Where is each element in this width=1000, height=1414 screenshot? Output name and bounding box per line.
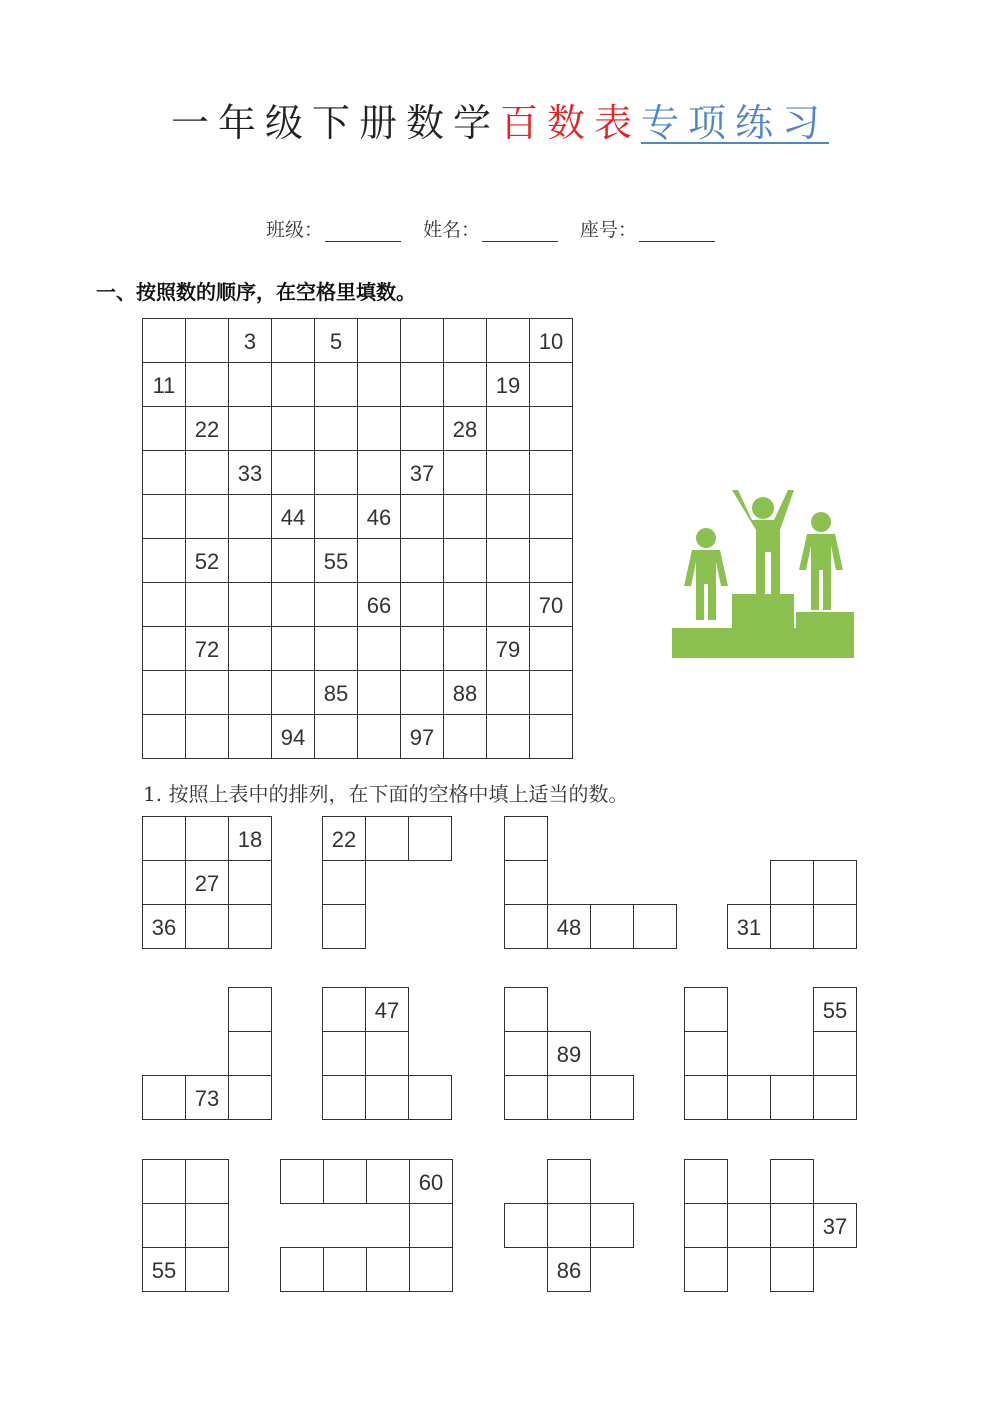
blank-cell[interactable] — [486, 494, 530, 539]
blank-cell[interactable] — [228, 1031, 272, 1076]
blank-cell[interactable] — [770, 1159, 814, 1204]
blank-cell[interactable] — [408, 816, 452, 861]
subquestion1-text: 1. 按照上表中的排列，在下面的空格中填上适当的数。 — [143, 782, 629, 806]
blank-cell[interactable] — [185, 1159, 229, 1204]
blank-cell[interactable] — [314, 714, 358, 759]
given-number-cell: 85 — [314, 670, 358, 715]
blank-cell[interactable] — [271, 670, 315, 715]
blank-cell[interactable] — [142, 860, 186, 905]
blank-cell[interactable] — [142, 538, 186, 583]
class-blank[interactable] — [325, 221, 401, 242]
blank-cell[interactable] — [684, 987, 728, 1032]
blank-cell[interactable] — [185, 582, 229, 627]
blank-cell[interactable] — [684, 1247, 728, 1292]
blank-cell[interactable] — [504, 816, 548, 861]
blank-cell[interactable] — [590, 1203, 634, 1248]
given-number-cell: 86 — [547, 1247, 591, 1292]
blank-cell[interactable] — [727, 1075, 771, 1120]
blank-cell[interactable] — [529, 362, 573, 407]
blank-cell[interactable] — [357, 450, 401, 495]
blank-cell[interactable] — [486, 670, 530, 715]
given-number-cell: 44 — [271, 494, 315, 539]
blank-cell[interactable] — [770, 1203, 814, 1248]
title-highlight: 百数表 — [499, 101, 641, 145]
blank-cell[interactable] — [590, 904, 634, 949]
blank-cell[interactable] — [400, 538, 444, 583]
blank-cell[interactable] — [529, 406, 573, 451]
blank-cell[interactable] — [443, 582, 487, 627]
given-number-cell: 36 — [142, 904, 186, 949]
blank-cell[interactable] — [504, 904, 548, 949]
blank-cell[interactable] — [271, 582, 315, 627]
blank-cell[interactable] — [142, 816, 186, 861]
given-number-cell: 11 — [142, 362, 186, 407]
blank-cell[interactable] — [185, 450, 229, 495]
blank-cell[interactable] — [322, 860, 366, 905]
blank-cell[interactable] — [365, 1031, 409, 1076]
blank-cell[interactable] — [280, 1247, 324, 1292]
given-number-cell: 55 — [314, 538, 358, 583]
blank-cell[interactable] — [228, 494, 272, 539]
blank-cell[interactable] — [684, 1203, 728, 1248]
given-number-cell: 60 — [409, 1159, 453, 1204]
blank-cell[interactable] — [322, 987, 366, 1032]
blank-cell[interactable] — [400, 626, 444, 671]
blank-cell[interactable] — [400, 318, 444, 363]
blank-cell[interactable] — [357, 714, 401, 759]
blank-cell[interactable] — [357, 362, 401, 407]
given-number-cell: 37 — [400, 450, 444, 495]
blank-cell[interactable] — [529, 670, 573, 715]
blank-cell[interactable] — [185, 1203, 229, 1248]
given-number-cell: 31 — [727, 904, 771, 949]
blank-cell[interactable] — [142, 670, 186, 715]
blank-cell[interactable] — [443, 318, 487, 363]
blank-cell[interactable] — [271, 626, 315, 671]
blank-cell[interactable] — [504, 987, 548, 1032]
blank-cell[interactable] — [323, 1159, 367, 1204]
given-number-cell: 72 — [185, 626, 229, 671]
blank-cell[interactable] — [400, 670, 444, 715]
blank-cell[interactable] — [529, 538, 573, 583]
blank-cell[interactable] — [271, 362, 315, 407]
blank-cell[interactable] — [727, 1203, 771, 1248]
blank-cell[interactable] — [323, 1247, 367, 1292]
blank-cell[interactable] — [142, 1075, 186, 1120]
name-field[interactable] — [423, 215, 558, 242]
blank-cell[interactable] — [314, 450, 358, 495]
given-number-cell: 66 — [357, 582, 401, 627]
given-number-cell: 22 — [185, 406, 229, 451]
blank-cell[interactable] — [280, 1159, 324, 1204]
blank-cell[interactable] — [185, 904, 229, 949]
blank-cell[interactable] — [504, 1031, 548, 1076]
blank-cell[interactable] — [400, 406, 444, 451]
given-number-cell: 22 — [322, 816, 366, 861]
blank-cell[interactable] — [322, 1031, 366, 1076]
blank-cell[interactable] — [185, 362, 229, 407]
blank-cell[interactable] — [228, 362, 272, 407]
given-number-cell: 27 — [185, 860, 229, 905]
given-number-cell: 55 — [142, 1247, 186, 1292]
blank-cell[interactable] — [185, 816, 229, 861]
blank-cell[interactable] — [271, 450, 315, 495]
student-info — [266, 212, 737, 242]
blank-cell[interactable] — [813, 1031, 857, 1076]
blank-cell[interactable] — [408, 1075, 452, 1120]
blank-cell[interactable] — [228, 670, 272, 715]
blank-cell[interactable] — [185, 494, 229, 539]
blank-cell[interactable] — [443, 714, 487, 759]
blank-cell[interactable] — [529, 494, 573, 539]
blank-cell[interactable] — [228, 1075, 272, 1120]
blank-cell[interactable] — [547, 1075, 591, 1120]
given-number-cell: 94 — [271, 714, 315, 759]
blank-cell[interactable] — [486, 582, 530, 627]
blank-cell[interactable] — [142, 626, 186, 671]
blank-cell[interactable] — [486, 714, 530, 759]
blank-cell[interactable] — [357, 626, 401, 671]
given-number-cell: 46 — [357, 494, 401, 539]
given-number-cell: 88 — [443, 670, 487, 715]
blank-cell[interactable] — [770, 1247, 814, 1292]
blank-cell[interactable] — [529, 626, 573, 671]
blank-cell[interactable] — [142, 406, 186, 451]
blank-cell[interactable] — [365, 1075, 409, 1120]
given-number-cell: 10 — [529, 318, 573, 363]
podium-winners-icon — [672, 486, 854, 658]
blank-cell[interactable] — [409, 1247, 453, 1292]
blank-cell[interactable] — [185, 318, 229, 363]
blank-cell[interactable] — [547, 1159, 591, 1204]
blank-cell[interactable] — [314, 582, 358, 627]
name-label: 姓名： — [423, 219, 481, 241]
blank-cell[interactable] — [228, 406, 272, 451]
blank-cell[interactable] — [529, 450, 573, 495]
blank-cell[interactable] — [322, 1075, 366, 1120]
blank-cell[interactable] — [142, 1159, 186, 1204]
given-number-cell: 97 — [400, 714, 444, 759]
blank-cell[interactable] — [486, 450, 530, 495]
blank-cell[interactable] — [271, 406, 315, 451]
blank-cell[interactable] — [400, 582, 444, 627]
blank-cell[interactable] — [770, 1075, 814, 1120]
seat-blank[interactable] — [639, 221, 715, 242]
blank-cell[interactable] — [443, 626, 487, 671]
blank-cell[interactable] — [228, 860, 272, 905]
given-number-cell: 28 — [443, 406, 487, 451]
blank-cell[interactable] — [684, 1159, 728, 1204]
blank-cell[interactable] — [314, 626, 358, 671]
blank-cell[interactable] — [366, 1159, 410, 1204]
blank-cell[interactable] — [357, 538, 401, 583]
blank-cell[interactable] — [142, 582, 186, 627]
seat-field[interactable] — [580, 215, 715, 242]
blank-cell[interactable] — [142, 450, 186, 495]
given-number-cell: 55 — [813, 987, 857, 1032]
blank-cell[interactable] — [684, 1031, 728, 1076]
seat-label: 座号： — [580, 219, 638, 241]
blank-cell[interactable] — [547, 1203, 591, 1248]
given-number-cell: 70 — [529, 582, 573, 627]
blank-cell[interactable] — [142, 714, 186, 759]
blank-cell[interactable] — [813, 860, 857, 905]
blank-cell[interactable] — [357, 406, 401, 451]
blank-cell[interactable] — [228, 626, 272, 671]
blank-cell[interactable] — [443, 450, 487, 495]
given-number-cell: 37 — [813, 1203, 857, 1248]
given-number-cell: 48 — [547, 904, 591, 949]
name-blank[interactable] — [482, 221, 558, 242]
blank-cell[interactable] — [529, 714, 573, 759]
given-number-cell: 5 — [314, 318, 358, 363]
blank-cell[interactable] — [314, 362, 358, 407]
section1-heading: 一、按照数的顺序，在空格里填数。 — [96, 280, 416, 304]
blank-cell[interactable] — [142, 494, 186, 539]
blank-cell[interactable] — [400, 494, 444, 539]
blank-cell[interactable] — [185, 670, 229, 715]
blank-cell[interactable] — [504, 860, 548, 905]
blank-cell[interactable] — [633, 904, 677, 949]
blank-cell[interactable] — [504, 1075, 548, 1120]
blank-cell[interactable] — [228, 538, 272, 583]
blank-cell[interactable] — [486, 318, 530, 363]
blank-cell[interactable] — [813, 1075, 857, 1120]
blank-cell[interactable] — [443, 538, 487, 583]
blank-cell[interactable] — [322, 904, 366, 949]
blank-cell[interactable] — [271, 538, 315, 583]
given-number-cell: 33 — [228, 450, 272, 495]
blank-cell[interactable] — [185, 714, 229, 759]
title-main: 一年级下册数学 — [170, 101, 500, 145]
blank-cell[interactable] — [486, 538, 530, 583]
blank-cell[interactable] — [142, 318, 186, 363]
given-number-cell: 89 — [547, 1031, 591, 1076]
blank-cell[interactable] — [590, 1075, 634, 1120]
blank-cell[interactable] — [770, 860, 814, 905]
page-title — [0, 96, 1000, 150]
blank-cell[interactable] — [400, 362, 444, 407]
given-number-cell: 3 — [228, 318, 272, 363]
blank-cell[interactable] — [228, 714, 272, 759]
given-number-cell: 79 — [486, 626, 530, 671]
blank-cell[interactable] — [443, 362, 487, 407]
given-number-cell: 19 — [486, 362, 530, 407]
blank-cell[interactable] — [770, 904, 814, 949]
blank-cell[interactable] — [314, 494, 358, 539]
blank-cell[interactable] — [228, 582, 272, 627]
blank-cell[interactable] — [357, 670, 401, 715]
blank-cell[interactable] — [813, 904, 857, 949]
blank-cell[interactable] — [142, 1203, 186, 1248]
blank-cell[interactable] — [185, 1247, 229, 1292]
given-number-cell: 73 — [185, 1075, 229, 1120]
blank-cell[interactable] — [443, 494, 487, 539]
blank-cell[interactable] — [365, 816, 409, 861]
blank-cell[interactable] — [271, 318, 315, 363]
blank-cell[interactable] — [314, 406, 358, 451]
given-number-cell: 47 — [365, 987, 409, 1032]
blank-cell[interactable] — [228, 987, 272, 1032]
blank-cell[interactable] — [366, 1247, 410, 1292]
blank-cell[interactable] — [409, 1203, 453, 1248]
blank-cell[interactable] — [684, 1075, 728, 1120]
title-link: 专项练习 — [641, 101, 830, 145]
blank-cell[interactable] — [357, 318, 401, 363]
class-label: 班级： — [266, 219, 324, 241]
blank-cell[interactable] — [228, 904, 272, 949]
blank-cell[interactable] — [486, 406, 530, 451]
given-number-cell: 18 — [228, 816, 272, 861]
given-number-cell: 52 — [185, 538, 229, 583]
blank-cell[interactable] — [504, 1203, 548, 1248]
class-field[interactable] — [266, 215, 401, 242]
